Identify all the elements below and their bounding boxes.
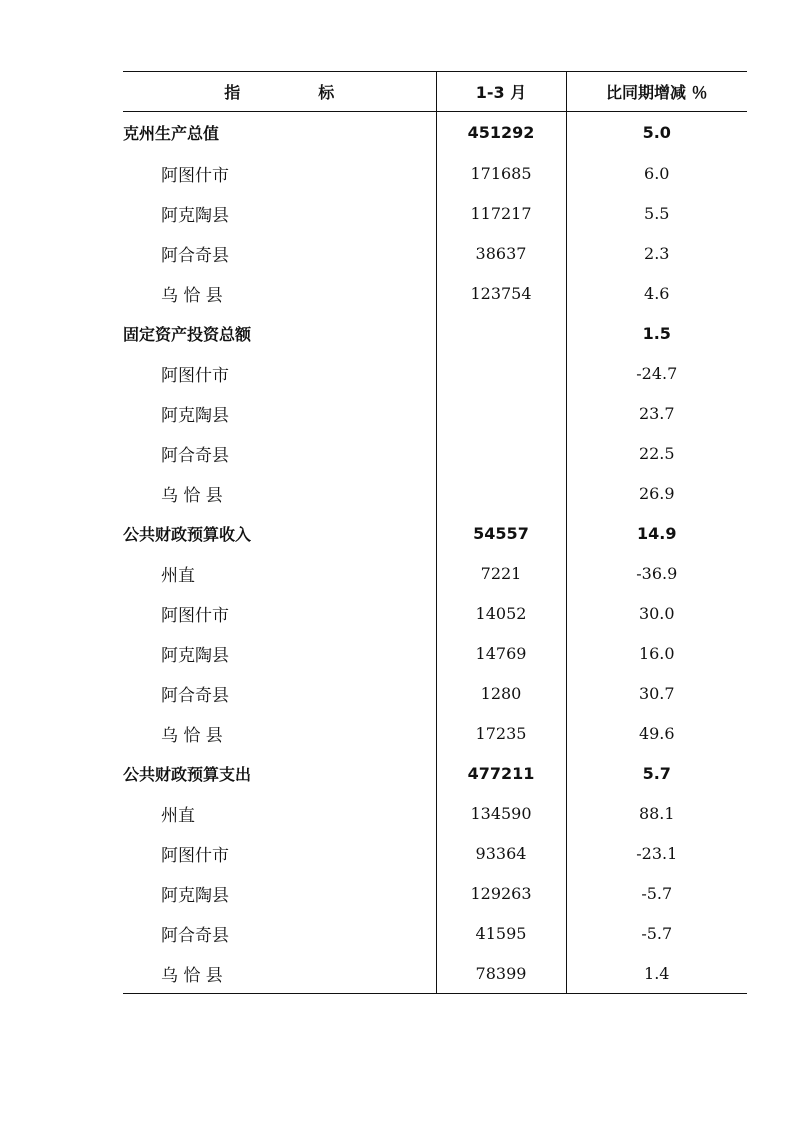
- row-name: 阿合奇县: [161, 686, 229, 706]
- statistics-table: [123, 71, 747, 994]
- header-indicator-char-2: 标: [318, 83, 335, 102]
- table-header: [123, 72, 747, 112]
- row-name: 克州生产总值: [123, 124, 220, 144]
- header-period: 1-3 月: [436, 72, 566, 112]
- sub-row: [123, 394, 747, 434]
- sub-row: [123, 274, 747, 314]
- row-change: 5.7: [566, 754, 747, 794]
- row-value: 7221: [436, 554, 566, 594]
- row-name: 阿图什市: [161, 846, 229, 866]
- sub-row: [123, 594, 747, 634]
- header-change: 比同期增减 ％: [566, 72, 747, 112]
- row-name: 州直: [161, 806, 195, 826]
- row-change: 1.4: [566, 954, 747, 994]
- row-change: -23.1: [566, 834, 747, 874]
- sub-row: [123, 234, 747, 274]
- row-change: 1.5: [566, 314, 747, 354]
- sub-row: [123, 554, 747, 594]
- sub-row: [123, 474, 747, 514]
- row-name: 阿克陶县: [161, 886, 229, 906]
- row-name: 阿合奇县: [161, 926, 229, 946]
- sub-row: [123, 634, 747, 674]
- sub-row: [123, 434, 747, 474]
- sub-row: [123, 674, 747, 714]
- row-name: 阿合奇县: [161, 446, 229, 466]
- row-change: 16.0: [566, 634, 747, 674]
- sub-row: [123, 194, 747, 234]
- row-value: [436, 474, 566, 514]
- sub-row: [123, 914, 747, 954]
- category-row: [123, 754, 747, 794]
- row-value: [436, 354, 566, 394]
- row-change: 49.6: [566, 714, 747, 754]
- row-value: 117217: [436, 194, 566, 234]
- row-change: 23.7: [566, 394, 747, 434]
- row-value: [436, 434, 566, 474]
- row-change: 6.0: [566, 154, 747, 194]
- sub-row: [123, 834, 747, 874]
- header-row: [123, 72, 747, 112]
- header-indicator-char-1: 指: [224, 83, 241, 102]
- row-name: 阿克陶县: [161, 206, 229, 226]
- row-name: 乌 恰 县: [161, 486, 223, 506]
- row-value: 54557: [436, 514, 566, 554]
- row-name: 乌 恰 县: [161, 726, 223, 746]
- row-name: 公共财政预算支出: [123, 765, 252, 784]
- row-value: 123754: [436, 274, 566, 314]
- table-body: [123, 112, 747, 994]
- row-value: 134590: [436, 794, 566, 834]
- sub-row: [123, 954, 747, 994]
- row-value: [436, 394, 566, 434]
- row-change: 5.0: [566, 112, 747, 154]
- row-value: 93364: [436, 834, 566, 874]
- row-change: 2.3: [566, 234, 747, 274]
- row-name: 阿图什市: [161, 606, 229, 626]
- row-value: 14052: [436, 594, 566, 634]
- row-change: 4.6: [566, 274, 747, 314]
- row-value: 78399: [436, 954, 566, 994]
- row-value: 129263: [436, 874, 566, 914]
- row-name: 乌 恰 县: [123, 954, 436, 994]
- sub-row: [123, 154, 747, 194]
- row-value: 38637: [436, 234, 566, 274]
- row-value: 477211: [436, 754, 566, 794]
- row-name: 阿图什市: [161, 166, 229, 186]
- sub-row: [123, 874, 747, 914]
- row-change: 5.5: [566, 194, 747, 234]
- category-row: [123, 112, 747, 154]
- row-name: 阿克陶县: [161, 406, 229, 426]
- header-indicator: [123, 72, 436, 112]
- row-name: 阿克陶县: [161, 646, 229, 666]
- row-name: 州直: [161, 566, 195, 586]
- row-name: 阿图什市: [161, 366, 229, 386]
- sub-row: [123, 794, 747, 834]
- row-value: 17235: [436, 714, 566, 754]
- row-name: 阿合奇县: [161, 246, 229, 266]
- row-value: 171685: [436, 154, 566, 194]
- row-value: 41595: [436, 914, 566, 954]
- row-value: 14769: [436, 634, 566, 674]
- row-change: -24.7: [566, 354, 747, 394]
- row-change: 30.0: [566, 594, 747, 634]
- row-value: 1280: [436, 674, 566, 714]
- row-value: 451292: [436, 112, 566, 154]
- row-change: 26.9: [566, 474, 747, 514]
- row-change: 88.1: [566, 794, 747, 834]
- sub-row: [123, 354, 747, 394]
- row-name: 公共财政预算收入: [123, 525, 252, 544]
- row-change: -5.7: [566, 914, 747, 954]
- category-row: [123, 514, 747, 554]
- row-change: -36.9: [566, 554, 747, 594]
- sub-row: [123, 714, 747, 754]
- row-name: 固定资产投资总额: [123, 325, 252, 344]
- row-change: -5.7: [566, 874, 747, 914]
- row-value: [436, 314, 566, 354]
- row-name: 乌 恰 县: [161, 286, 223, 306]
- row-change: 22.5: [566, 434, 747, 474]
- category-row: [123, 314, 747, 354]
- row-change: 30.7: [566, 674, 747, 714]
- row-change: 14.9: [566, 514, 747, 554]
